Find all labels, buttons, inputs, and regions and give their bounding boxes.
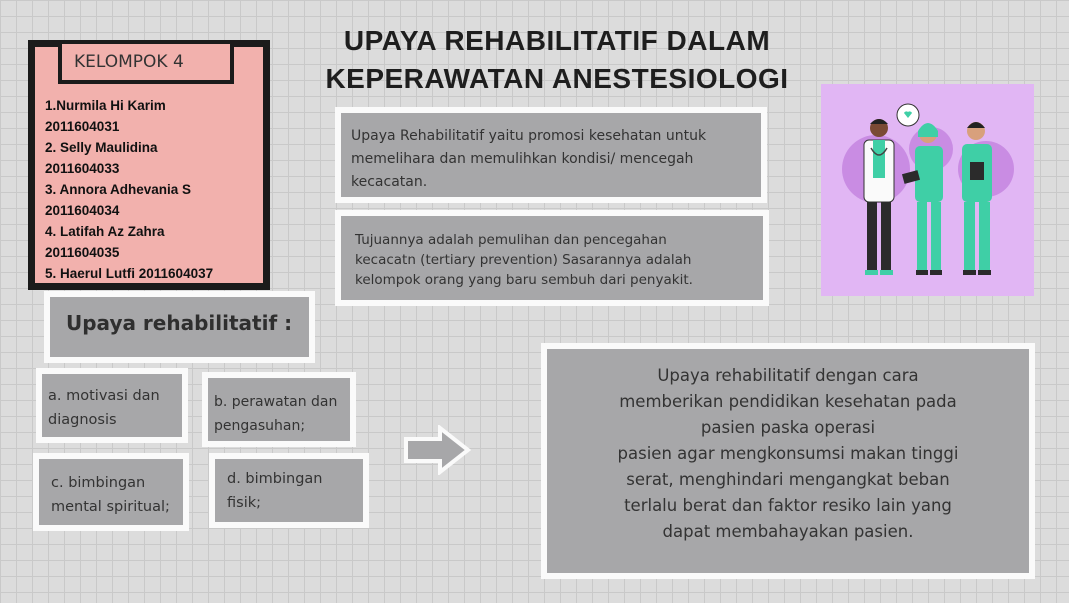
member-line: 2011604031 [45, 119, 120, 134]
item-a-line: diagnosis [48, 412, 117, 428]
explanation-line: serat, menghindari mengangkat beban [626, 470, 950, 489]
item-d-box [209, 453, 369, 528]
explanation-line: terlalu berat dan faktor resiko lain yang [624, 496, 952, 515]
member-line: 1.Nurmila Hi Karim [45, 98, 166, 113]
group-label: KELOMPOK 4 [58, 40, 234, 84]
male-nurse-figure [962, 122, 992, 275]
definition-line: memelihara dan memulihkan kondisi/ mencegah [351, 151, 694, 167]
title-line-1: UPAYA REHABILITATIF DALAM [343, 25, 771, 56]
explanation-line: pasien agar mengkonsumsi makan tinggi [617, 444, 959, 463]
member-line: 3. Annora Adhevania S [45, 182, 192, 197]
member-line: 5. Haerul Lutfi 2011604037 [45, 266, 214, 281]
definition-line: kecacatan. [351, 174, 428, 190]
item-c-box [33, 453, 189, 531]
explanation-box [541, 343, 1035, 579]
section-heading: Upaya rehabilitatif : [44, 291, 315, 363]
member-line: 4. Latifah Az Zahra [45, 224, 165, 239]
goal-line: Tujuannya adalah pemulihan dan pencegahan [355, 232, 667, 248]
member-line: 2011604033 [45, 161, 120, 176]
title-line-2: KEPERAWATAN ANESTESIOLOGI [325, 63, 789, 94]
medical-team-illustration [821, 84, 1034, 296]
member-line: 2011604034 [45, 203, 120, 218]
item-d-line: d. bimbingan [227, 471, 323, 487]
item-b-line: pengasuhan; [214, 418, 306, 434]
page-title [322, 22, 792, 98]
definition-box [335, 107, 767, 203]
item-c-line: mental spiritual; [51, 499, 170, 515]
item-b-box [202, 372, 356, 447]
right-arrow-icon [402, 425, 472, 475]
item-b-line: b. perawatan dan [214, 394, 338, 410]
explanation-line: Upaya rehabilitatif dengan cara [657, 366, 919, 385]
item-a-box [36, 368, 188, 443]
goal-box [335, 210, 769, 306]
goal-line: kecacatn (tertiary prevention) Sasarannya adalah [355, 252, 692, 268]
explanation-line: memberikan pendidikan kesehatan pada [619, 392, 957, 411]
member-line: 2. Selly Maulidina [45, 140, 158, 155]
item-d-line: fisik; [227, 495, 261, 511]
item-a-line: a. motivasi dan [48, 388, 160, 404]
definition-line: Upaya Rehabilitatif yaitu promosi kesehatan untuk [351, 128, 707, 144]
explanation-line: dapat membahayakan pasien. [662, 522, 914, 541]
item-c-line: c. bimbingan [51, 475, 146, 491]
doctor-figure [864, 119, 894, 275]
member-line: 2011604035 [45, 245, 120, 260]
goal-line: kelompok orang yang baru sembuh dari penyakit. [355, 272, 693, 288]
heart-bubble-icon [897, 104, 919, 126]
explanation-line: pasien paska operasi [700, 418, 876, 437]
